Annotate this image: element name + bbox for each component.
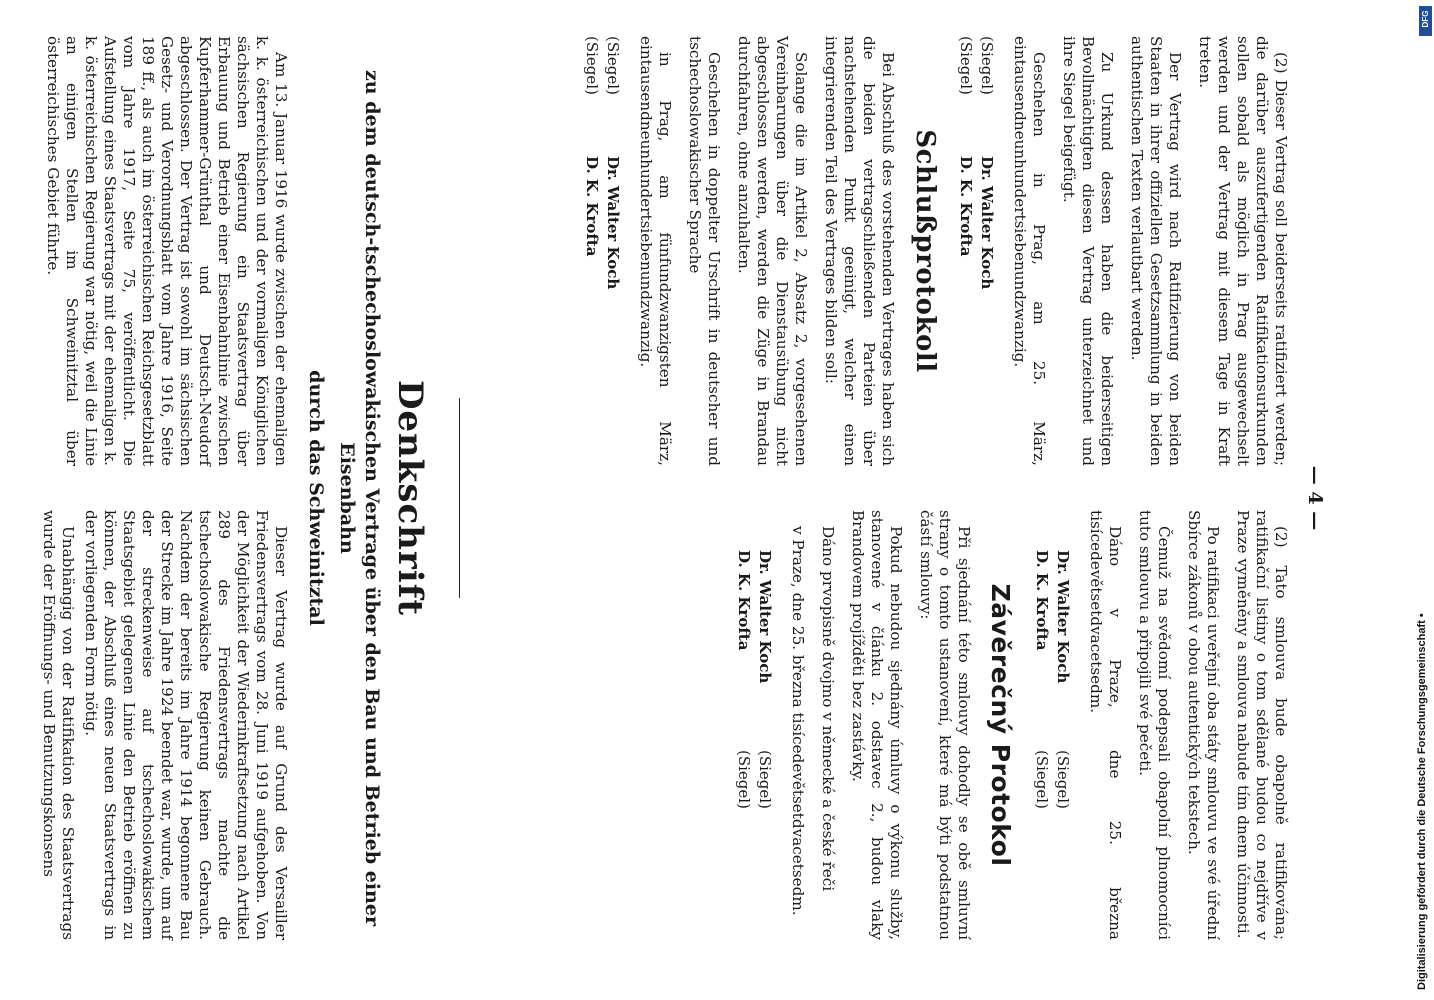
- paragraph: v Praze, dne 25. března tisícedevětsetdvacetsedm.: [789, 526, 807, 916]
- signature-row: [1032, 510, 1051, 940]
- dfg-logo: DFG: [1419, 6, 1432, 36]
- signature-block: [582, 36, 622, 466]
- dfg-credit-strip: [1410, 0, 1434, 1000]
- signature-row: [977, 36, 996, 466]
- seal-label: (Siegel): [957, 36, 975, 95]
- paragraph: Při sjednání této smlouvy dohodly se obě smluvní strany o tomto ustanovení, které má býti podstatnou částí smlouvy:: [917, 510, 973, 940]
- denkschrift-right-column: [35, 510, 290, 940]
- signature-block: [956, 36, 996, 466]
- paragraph: Solange die im Artikel 2, Absatz 2, vorgesehenen Vereinbarungen über die Dienstausübung nicht abgeschlossen werden, werden die Züge in Brandau durchfahren, ohne anzuhalten.: [735, 36, 810, 466]
- paragraph: (2) Dieser Vertrag soll beiderseits ratifiziert werden; die darüber auszufertigenden Ratifikationsurkunden sollen sobald als möglich in Prag ausgewechselt werden und der Vertrag mit diesem Tage in Kraft treten.: [1196, 36, 1290, 466]
- paragraph: Unabhängig von der Ratifikation des Staatsvertrags wurde der Eröffnungs- und Benutzungskonsens: [40, 510, 77, 940]
- signatory-name: Dr. Walter Koch: [978, 156, 996, 290]
- denkschrift-subtitle: durch das Schweinitztal: [305, 370, 327, 626]
- seal-label: (Siegel): [978, 36, 996, 95]
- signatory-name: Dr. Walter Koch: [756, 550, 774, 684]
- signatory-name: Dr. Walter Koch: [604, 156, 622, 290]
- czech-column: [716, 510, 1290, 940]
- signature-block: [734, 510, 774, 940]
- paragraph: Pokud nebudou sjednány úmluvy o výkonu služby, stanovené v článku 2. odstavec 2., budou vlaky Brandovem projížděti bez zastávky.: [849, 510, 905, 940]
- denkschrift-left-column: [39, 36, 290, 466]
- signature-row: [582, 36, 601, 466]
- denkschrift-subtitle: zu dem deutsch-tschechoslowakischen Vertrage über den Bau und Betrieb einer Eisenbahn: [336, 70, 383, 926]
- signatory-name: Dr. Walter Koch: [1054, 550, 1072, 684]
- paragraph: Der Vertrag wird nach Ratifizierung von beiden Staaten in ihrer offiziellen Gesetzsammlung in beiden authentischen Texten verlautbart werden.: [1128, 36, 1184, 466]
- paragraph: Dáno v Praze, dne 25. března tisícedevětsetdvacetsedm.: [1087, 510, 1124, 940]
- paragraph: Po ratifikaci uveřejní oba státy smlouvu ve své úřední Sbírce zákonů v obou autentických tekstech.: [1185, 510, 1222, 940]
- signatory-name: D. K. Krofta: [1033, 550, 1051, 651]
- paragraph: Dáno prvopisně dvojmo v německé a české řeči: [819, 526, 837, 892]
- seal-label: (Siegel): [756, 750, 774, 809]
- paragraph: Bei Abschluß des vorstehenden Vertrages haben sich die beiden vertragschließenden Parteien über nachstehenden Punkt geeinigt, welcher einen integrierenden Teil des Vertrages bilden soll:: [822, 36, 897, 466]
- section-heading: Schlußprotokoll: [910, 129, 940, 373]
- section-divider: [459, 398, 460, 598]
- paragraph: in Prag, am fünfundzwanzigsten März, eintausendneunhundertsiebenundzwanzig.: [637, 36, 674, 466]
- signatory-name: D. K. Krofta: [735, 550, 753, 651]
- scanned-document-page: [0, 18, 1330, 978]
- paragraph: Zu Urkund dessen haben die beiderseitigen Bevollmächtigten diesen Vertrag unterzeichnet und ihre Siegel beigefügt.: [1060, 36, 1116, 466]
- paragraph: Dieser Vertrag wurde auf Grund des Versailler Friedensvertrags vom 28. Juni 1919 aufgehoben. Von der Möglichkeit der Wiederinkraftsetzung nach Artikel 289 des Friedensvertrags machte die tschechoslowakische Regierung keinen Gebrauch. Nachdem der bereits im Jahre 1914 begonnene Bau der Strecke im Jahre 1924 beendet war, wurde, um auf der streckenweise auf tschechoslowakischem Staatsgebiet gelegenen Linie den Betrieb eröffnen zu können, der Abschluß eines neuen Staatsvertrags in der vorliegenden Form nötig.: [82, 510, 290, 940]
- seal-label: (Siegel): [1054, 750, 1072, 809]
- seal-label: (Siegel): [583, 36, 601, 95]
- denkschrift-header: [303, 18, 430, 978]
- signature-row: [734, 510, 753, 940]
- signature-row: [1053, 510, 1072, 940]
- seal-label: (Siegel): [604, 36, 622, 95]
- paragraph: Čemuž na svědomí podepsali obapolní plnomocníci tuto smlouvu a připojili své pečeti.: [1136, 510, 1173, 940]
- signatory-name: D. K. Krofta: [957, 156, 975, 257]
- seal-label: (Siegel): [1033, 750, 1051, 809]
- paragraph: Geschehen in doppelter Urschrift in deutscher und tschechoslowakischer Sprache: [686, 36, 723, 466]
- page-number: — 4 —: [1304, 465, 1326, 531]
- section-heading: Závěrečný Protokol: [986, 583, 1015, 867]
- german-column: [564, 36, 1290, 466]
- signature-block: [1032, 510, 1072, 940]
- dfg-credit-text: Digitalisierung gefördert durch die Deutsche Forschungsgemeinschaft •: [1416, 613, 1428, 990]
- paragraph: Geschehen in Prag, am 25. März, eintausendneunhundertsiebenundzwanzig.: [1011, 36, 1048, 466]
- signatory-name: D. K. Krofta: [583, 156, 601, 257]
- seal-label: (Siegel): [735, 750, 753, 809]
- signature-row: [755, 510, 774, 940]
- paragraph: (2) Tato smlouva bude obapolně ratifikována; ratifikační listiny o tom sdělané budou co nejdříve v Praze vyměněny a smlouva nabude tím dnem účinnosti.: [1234, 510, 1290, 940]
- signature-row: [956, 36, 975, 466]
- paragraph: Am 13. Januar 1916 wurde zwischen der ehemaligen k. k. österreichischen und der vormaligen Königlichen sächsischen Regierung ein Staatsvertrag über Erbauung und Betrieb einer Eisenbahnlinie zwischen Kupferhammer-Grünthal und Deutsch-Neudorf abgeschlossen. Der Vertrag ist sowohl im sächsischen Gesetz- und Verordnungsblatt vom Jahre 1916, Seite 189 ff., als auch im österreichischen Reichsgesetzblatt vom Jahre 1917, Seite 75, veröffentlicht. Die Aufstellung eines Staatsvertrags mit der ehemaligen k. k. österreichischen Regierung war nötig, weil die Linie an einigen Stellen im Schweinitztal über österreichisches Gebiet führte.: [44, 36, 290, 466]
- signature-row: [603, 36, 622, 466]
- denkschrift-title: Denkschrift: [390, 379, 430, 617]
